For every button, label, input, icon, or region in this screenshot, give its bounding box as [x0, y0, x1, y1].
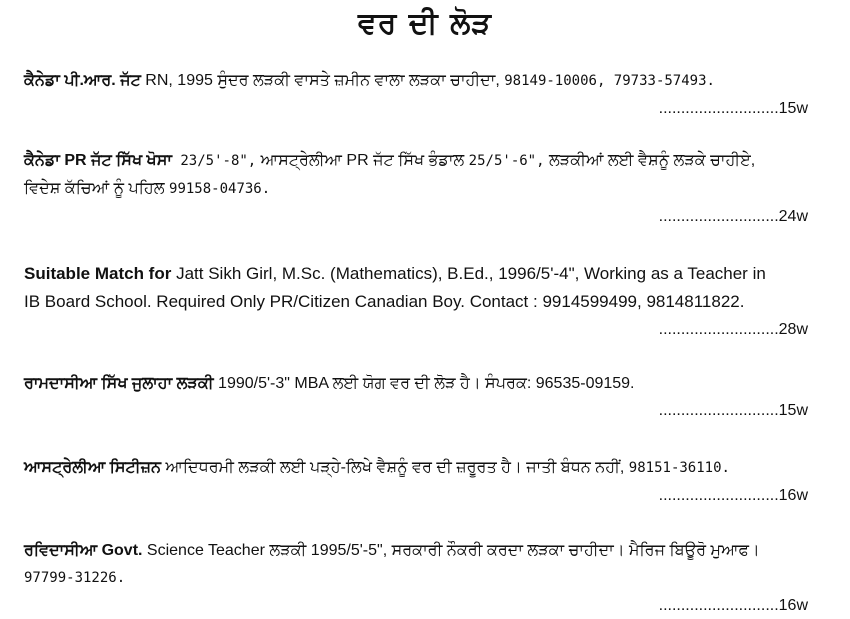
page-title: ਵਰ ਦੀ ਲੋੜ [357, 6, 493, 41]
classified-ad [24, 454, 814, 509]
ad-text: 1990/5'-3" MBA ਲਈ ਯੋਗ ਵਰ ਦੀ ਲੋੜ ਹੈ। ਸੰਪਰਕ: 96535-09159. [213, 375, 635, 392]
ad-code: ...........................15w [658, 100, 808, 117]
ad-text-line [24, 67, 814, 95]
ad-heading: ਕੈਨੇਡਾ ਪੀ.ਆਰ. ਜੱਟ [24, 72, 141, 89]
classified-ad [24, 537, 814, 619]
ad-text: ਲੜਕੀਆਂ ਲਈ ਵੈਸ਼ਨੂੰ ਲੜਕੇ ਚਾਹੀਏ, [544, 152, 756, 169]
ad-phone: 23/5'-8", [171, 153, 257, 169]
classified-ad [24, 147, 814, 230]
ad-text-line [24, 260, 814, 288]
ad-heading: Suitable Match for [24, 264, 172, 283]
ad-text-line [24, 564, 814, 592]
classified-ad [24, 67, 814, 122]
ad-phone: 99158-04736. [169, 181, 271, 197]
ad-text: ਆਦਿਧਰਮੀ ਲੜਕੀ ਲਈ ਪੜ੍ਹੇ-ਲਿਖੇ ਵੈਸ਼ਨੂੰ ਵਰ ਦੀ ਜ਼ਰੂਰਤ ਹੈ। ਜਾਤੀ ਬੰਧਨ ਨਹੀਂ, [161, 459, 629, 476]
ad-text: Jatt Sikh Girl, M.Sc. (Mathematics), B.Ed., 1996/5'-4", Working as a Teacher in [171, 264, 766, 283]
ad-text-line [24, 288, 814, 316]
ad-heading: ਆਸਟ੍ਰੇਲੀਆ ਸਿਟੀਜ਼ਨ [24, 459, 162, 476]
ad-text: IB Board School. Required Only PR/Citizen Canadian Boy. Contact : 9914599499, 9814811822. [24, 292, 745, 311]
ad-text: ਆਸਟ੍ਰੇਲੀਆ PR ਜੱਟ ਸਿੱਖ ਭੰਡਾਲ [256, 152, 469, 169]
classified-ad [24, 260, 814, 344]
ad-phone: 98151-36110. [628, 460, 730, 476]
ad-text: RN, 1995 ਸੁੰਦਰ ਲੜਕੀ ਵਾਸਤੇ ਜ਼ਮੀਨ ਵਾਲਾ ਲੜਕਾ ਚਾਹੀਦਾ, [140, 72, 505, 89]
ad-code: ...........................28w [658, 321, 808, 338]
ad-text-line [24, 147, 814, 175]
ad-code: ...........................16w [658, 487, 808, 504]
ad-text-line [24, 454, 814, 482]
ad-phone: 98149-10006, 79733-57493. [504, 73, 715, 89]
ad-text: ਵਿਦੇਸ਼ ਕੱਚਿਆਂ ਨੂੰ ਪਹਿਲ [24, 180, 170, 197]
ad-heading: ਰਾਮਦਾਸੀਆ ਸਿੱਖ ਜੁਲਾਹਾ ਲੜਕੀ [24, 375, 214, 392]
ad-text-line [24, 537, 814, 564]
ad-code: ...........................15w [658, 402, 808, 419]
ad-phone: 25/5'-6", [468, 153, 545, 169]
ad-text-line [24, 175, 814, 203]
ad-heading: ਕੈਨੇਡਾ PR ਜੱਟ ਸਿੱਖ ਖੋਸਾ [24, 152, 172, 169]
ad-code: ...........................16w [658, 597, 808, 614]
ad-text: Science Teacher ਲੜਕੀ 1995/5'-5", ਸਰਕਾਰੀ ਨੌਕਰੀ ਕਰਦਾ ਲੜਕਾ ਚਾਹੀਦਾ। ਮੈਰਿਜ ਬਿਊਰੋ ਮੁਆਫ। [142, 542, 760, 559]
ad-code: ...........................24w [658, 208, 808, 225]
ad-phone: 97799-31226. [24, 570, 126, 586]
classified-ad [24, 370, 814, 424]
ad-text-line [24, 370, 814, 397]
ad-heading: ਰਵਿਦਾਸੀਆ Govt. [24, 542, 143, 559]
